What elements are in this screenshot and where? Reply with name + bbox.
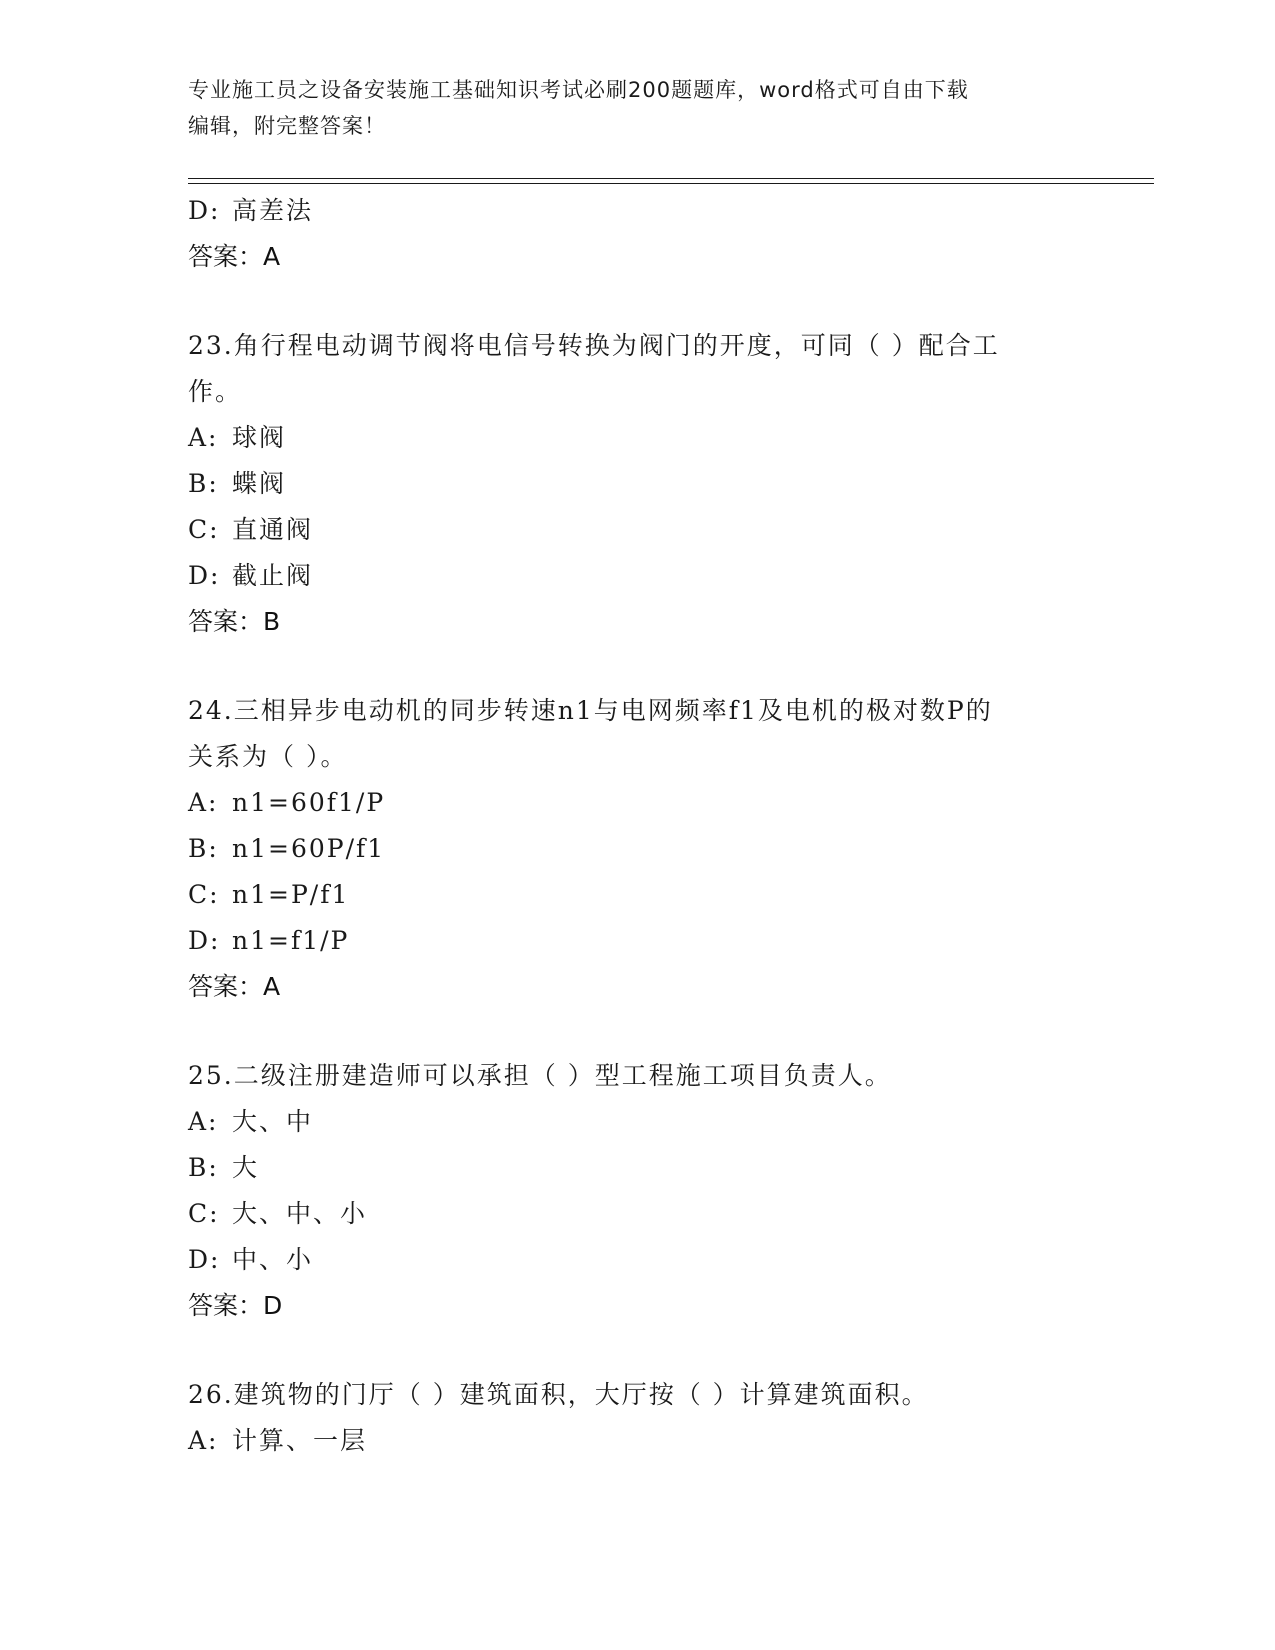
option-b (188, 461, 1088, 507)
option-letter: A: (188, 1107, 219, 1136)
exam-content (188, 188, 1088, 1464)
option-d (188, 553, 1088, 599)
option-b (188, 826, 1088, 872)
option-text: 大、中、小 (232, 1199, 368, 1228)
option-text: 中、小 (232, 1245, 314, 1274)
option-letter: B: (188, 1153, 219, 1182)
option-text: 蝶阀 (232, 469, 287, 498)
question-text: 25.二级注册建造师可以承担（ ）型工程施工项目负责人。 (188, 1061, 892, 1090)
option-text: n1=f1/P (232, 926, 350, 955)
option-letter: A: (188, 788, 219, 817)
option-letter: D: (188, 926, 221, 955)
option-d (188, 918, 1088, 964)
question-25 (188, 1053, 1088, 1329)
question-24 (188, 688, 1088, 1010)
answer-line: 答案：D (188, 1291, 283, 1320)
option-letter: D: (188, 561, 221, 590)
option-letter: C: (188, 1199, 220, 1228)
answer-line: 答案：A (188, 972, 281, 1001)
option-text: n1=60P/f1 (232, 834, 386, 863)
option-letter: B: (188, 834, 219, 863)
option-a (188, 415, 1088, 461)
header-line: 专业施工员之设备安装施工基础知识考试必刷200题题库，word格式可自由下载 (188, 78, 969, 102)
header-divider (188, 183, 1154, 184)
question-text: 26.建筑物的门厅（ ）建筑面积，大厅按（ ）计算建筑面积。 (188, 1380, 929, 1409)
option-b (188, 1145, 1088, 1191)
option-text: 球阀 (232, 423, 287, 452)
question-text: 关系为（ ）。 (188, 742, 348, 771)
option-text: n1=P/f1 (232, 880, 350, 909)
header-line: 编辑，附完整答案！ (188, 114, 386, 138)
option-letter: C: (188, 880, 220, 909)
option-c (188, 872, 1088, 918)
option-a (188, 780, 1088, 826)
option-text: 计算、一层 (232, 1426, 368, 1455)
option-d (188, 1237, 1088, 1283)
option-letter: C: (188, 515, 220, 544)
question-text: 作。 (188, 377, 243, 406)
option-text: 大、中 (232, 1107, 314, 1136)
question-text: 24.三相异步电动机的同步转速n1与电网频率f1及电机的极对数P的 (188, 696, 993, 725)
question-26 (188, 1372, 1088, 1464)
option-letter: A: (188, 423, 219, 452)
option-a (188, 1099, 1088, 1145)
option-letter: B: (188, 469, 219, 498)
answer-line: 答案：B (188, 607, 281, 636)
option-d (188, 188, 1088, 234)
option-text: n1=60f1/P (232, 788, 386, 817)
option-letter: D: (188, 196, 221, 225)
option-c (188, 1191, 1088, 1237)
question-23 (188, 323, 1088, 645)
option-text: 高差法 (232, 196, 314, 225)
option-text: 截止阀 (232, 561, 314, 590)
option-letter: D: (188, 1245, 221, 1274)
question-text: 23.角行程电动调节阀将电信号转换为阀门的开度，可同（ ）配合工 (188, 331, 1000, 360)
page-header (188, 72, 1088, 144)
header-divider (188, 178, 1154, 179)
option-text: 大 (232, 1153, 260, 1182)
answer-line: 答案：A (188, 242, 281, 271)
option-text: 直通阀 (232, 515, 314, 544)
option-letter: A: (188, 1426, 219, 1455)
option-c (188, 507, 1088, 553)
option-a (188, 1418, 1088, 1464)
